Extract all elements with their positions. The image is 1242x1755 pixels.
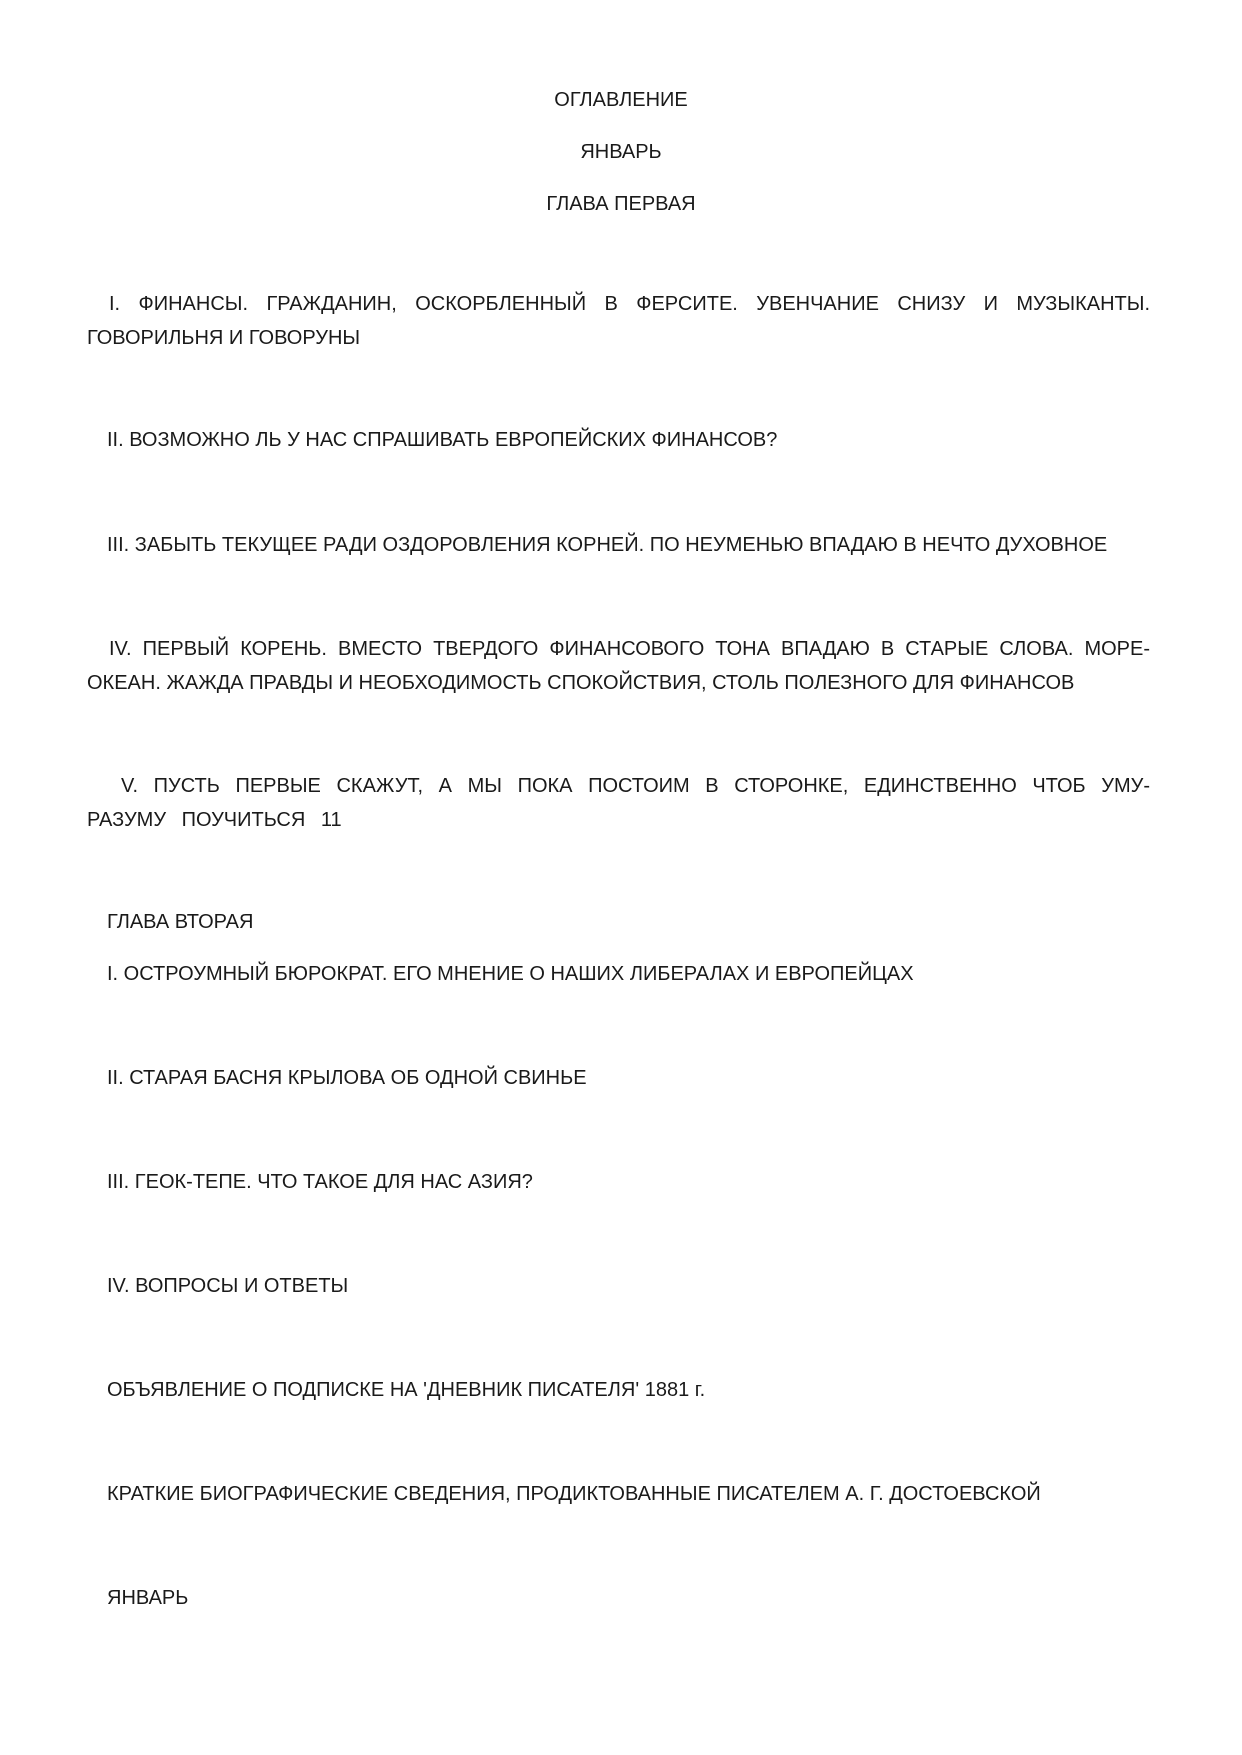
chapter-one-heading: ГЛАВА ПЕРВАЯ <box>546 193 696 215</box>
toc-entry-2-3[interactable]: III. ГЕОК-ТЕПЕ. ЧТО ТАКОЕ ДЛЯ НАС АЗИЯ? <box>107 1171 533 1193</box>
toc-entry-1-1[interactable] <box>87 287 1150 355</box>
toc-entry-2-2[interactable]: II. СТАРАЯ БАСНЯ КРЫЛОВА ОБ ОДНОЙ СВИНЬЕ <box>107 1067 587 1089</box>
toc-entry-1-4[interactable] <box>87 632 1150 700</box>
toc-entry-text: V. ПУСТЬ ПЕРВЫЕ СКАЖУТ, А МЫ ПОКА ПОСТОИМ В СТОРОНКЕ, ЕДИНСТВЕННО ЧТОБ УМУ-РАЗУМУ ПОУЧИТЬСЯ 11 <box>87 775 1150 831</box>
toc-entry-2-1[interactable]: I. ОСТРОУМНЫЙ БЮРОКРАТ. ЕГО МНЕНИЕ О НАШИХ ЛИБЕРАЛАХ И ЕВРОПЕЙЦАХ <box>107 963 914 985</box>
toc-entry-1-2[interactable]: II. ВОЗМОЖНО ЛЬ У НАС СПРАШИВАТЬ ЕВРОПЕЙСКИХ ФИНАНСОВ? <box>107 429 778 451</box>
toc-entry-biography[interactable]: КРАТКИЕ БИОГРАФИЧЕСКИЕ СВЕДЕНИЯ, ПРОДИКТОВАННЫЕ ПИСАТЕЛЕМ А. Г. ДОСТОЕВСКОЙ <box>107 1483 1041 1505</box>
toc-entry-2-4[interactable]: IV. ВОПРОСЫ И ОТВЕТЫ <box>107 1275 349 1297</box>
toc-entry-text: I. ФИНАНСЫ. ГРАЖДАНИН, ОСКОРБЛЕННЫЙ В ФЕРСИТЕ. УВЕНЧАНИЕ СНИЗУ И МУЗЫКАНТЫ. ГОВОРИЛЬНЯ И ГОВОРУНЫ <box>87 293 1150 349</box>
chapter-two-heading: ГЛАВА ВТОРАЯ <box>107 911 254 933</box>
month-heading: ЯНВАРЬ <box>580 141 662 163</box>
toc-title: ОГЛАВЛЕНИЕ <box>554 89 688 111</box>
toc-entry-1-3[interactable]: III. ЗАБЫТЬ ТЕКУЩЕЕ РАДИ ОЗДОРОВЛЕНИЯ КОРНЕЙ. ПО НЕУМЕНЬЮ ВПАДАЮ В НЕЧТО ДУХОВНОЕ <box>107 534 1108 556</box>
toc-entry-text: IV. ПЕРВЫЙ КОРЕНЬ. ВМЕСТО ТВЕРДОГО ФИНАНСОВОГО ТОНА ВПАДАЮ В СТАРЫЕ СЛОВА. МОРЕ-ОКЕАН. ЖАЖДА ПРАВДЫ И НЕОБХОДИМОСТЬ СПОКОЙСТВИЯ, СТОЛЬ ПОЛЕЗНОГО ДЛЯ ФИНАНСОВ <box>87 638 1150 694</box>
toc-entry-1-5[interactable] <box>87 769 1150 837</box>
toc-entry-subscription[interactable]: ОБЪЯВЛЕНИЕ О ПОДПИСКЕ НА 'ДНЕВНИК ПИСАТЕЛЯ' 1881 г. <box>107 1379 706 1401</box>
toc-entry-january[interactable]: ЯНВАРЬ <box>107 1587 189 1609</box>
